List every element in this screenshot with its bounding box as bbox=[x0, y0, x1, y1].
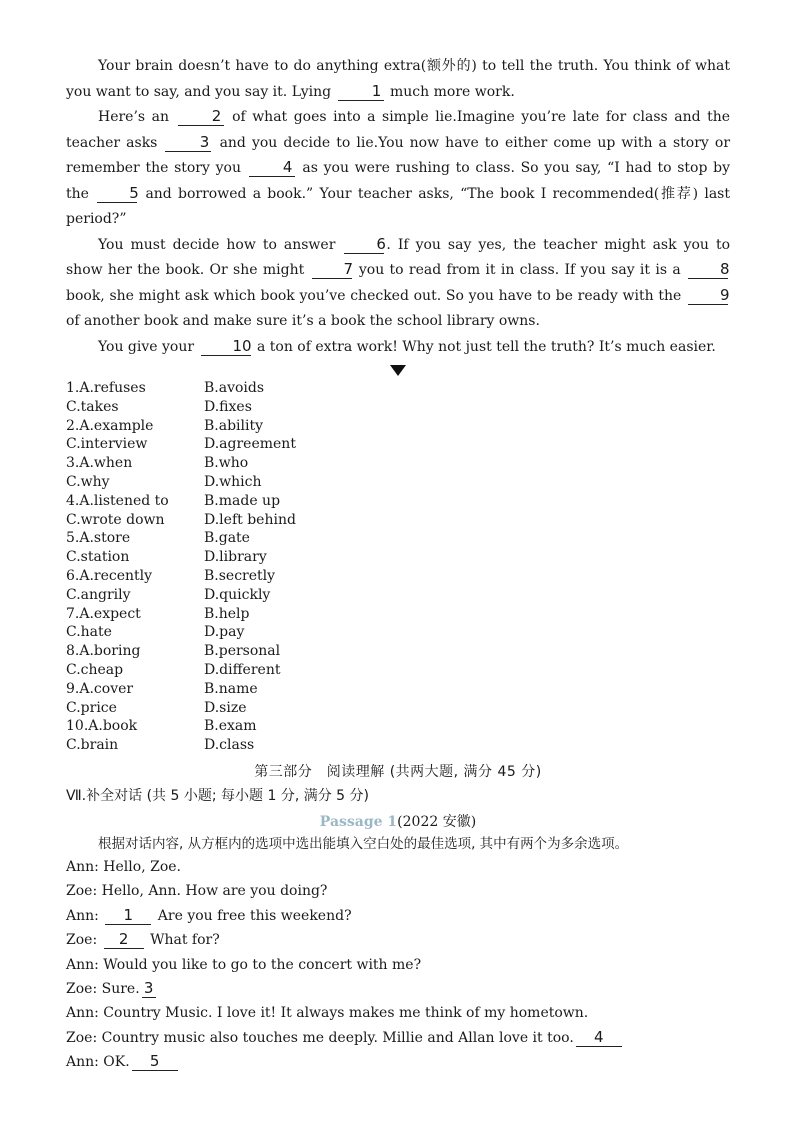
speaker: Ann: bbox=[66, 907, 99, 924]
option-choice[interactable]: B.made up bbox=[204, 492, 281, 509]
blank-2[interactable]: 2 bbox=[178, 108, 224, 126]
passage-text: a ton of extra work! Why not just tell the truth? It’s much easier. bbox=[256, 338, 716, 355]
option-choice[interactable]: C.takes bbox=[66, 398, 119, 415]
option-row bbox=[66, 529, 730, 548]
option-row bbox=[66, 435, 730, 454]
option-row bbox=[66, 699, 730, 718]
option-row bbox=[66, 379, 730, 398]
dialogue-blank-4[interactable]: 4 bbox=[576, 1029, 622, 1047]
blank-7[interactable]: 7 bbox=[312, 261, 352, 279]
part-title: Ⅶ.补全对话 (共 5 小题; 每小题 1 分, 满分 5 分) bbox=[66, 787, 369, 804]
dialogue-blank-1[interactable]: 1 bbox=[105, 907, 151, 925]
option-row bbox=[66, 605, 730, 624]
option-row bbox=[66, 492, 730, 511]
option-choice[interactable]: 3.A.when bbox=[66, 455, 133, 472]
option-choice[interactable]: C.price bbox=[66, 699, 117, 716]
option-choice[interactable]: 9.A.cover bbox=[66, 680, 134, 697]
option-choice[interactable]: C.angrily bbox=[66, 586, 131, 603]
option-choice[interactable]: 4.A.listened to bbox=[66, 492, 169, 509]
option-choice[interactable]: B.help bbox=[204, 605, 250, 622]
speaker: Zoe: bbox=[66, 932, 98, 949]
option-row bbox=[66, 417, 730, 436]
option-row bbox=[66, 623, 730, 642]
option-row bbox=[66, 473, 730, 492]
dialogue-line: Zoe: Hello, Ann. How are you doing? bbox=[66, 883, 328, 900]
dialogue-text: What for? bbox=[150, 932, 220, 949]
passage-source: (2022 安徽) bbox=[397, 813, 477, 830]
option-choice[interactable]: 1.A.refuses bbox=[66, 380, 146, 396]
passage-paragraph-1 bbox=[66, 54, 730, 105]
dialogue-line bbox=[66, 1026, 730, 1050]
dialogue-blank-2[interactable]: 2 bbox=[104, 931, 144, 949]
dialogue-text: Zoe: Country music also touches me deeply. Millie and Allan love it too. bbox=[66, 1029, 574, 1046]
option-row bbox=[66, 454, 730, 473]
blank-1[interactable]: 1 bbox=[338, 83, 384, 101]
option-choice[interactable]: 5.A.store bbox=[66, 530, 131, 547]
option-choice[interactable]: C.wrote down bbox=[66, 511, 165, 528]
option-row bbox=[66, 511, 730, 530]
dialogue-line bbox=[66, 904, 730, 928]
passage-label: Passage 1 bbox=[319, 813, 398, 830]
blank-6[interactable]: 6 bbox=[344, 236, 384, 254]
option-choice[interactable]: D.library bbox=[204, 549, 267, 566]
option-choice[interactable]: 7.A.expect bbox=[66, 605, 141, 622]
blank-8[interactable]: 8 bbox=[688, 261, 728, 279]
option-choice[interactable]: B.avoids bbox=[204, 380, 265, 396]
dialogue-line: Ann: Hello, Zoe. bbox=[66, 858, 181, 875]
option-choice[interactable]: B.exam bbox=[204, 718, 257, 735]
option-choice[interactable]: B.gate bbox=[204, 530, 250, 547]
option-choice[interactable]: C.hate bbox=[66, 624, 112, 641]
blank-10[interactable]: 10 bbox=[201, 338, 251, 356]
blank-4[interactable]: 4 bbox=[249, 159, 295, 177]
section-title: 第三部分 阅读理解 (共两大题, 满分 45 分) bbox=[254, 763, 542, 780]
option-row bbox=[66, 642, 730, 661]
option-choice[interactable]: 6.A.recently bbox=[66, 567, 153, 584]
dialogue-line: Ann: Country Music. I love it! It always makes me think of my hometown. bbox=[66, 1005, 589, 1022]
exam-page bbox=[66, 54, 730, 1075]
passage-text: you to read from it in class. If you say it is a bbox=[358, 262, 681, 278]
passage-text: of another book and make sure it’s a book the school library owns. bbox=[66, 313, 540, 329]
option-choice[interactable]: B.name bbox=[204, 680, 258, 697]
option-row bbox=[66, 717, 730, 736]
dialogue bbox=[66, 855, 730, 1075]
option-choice[interactable]: B.who bbox=[204, 455, 249, 472]
dialogue-line bbox=[66, 1050, 730, 1074]
passage-paragraph-3 bbox=[66, 233, 730, 335]
option-row bbox=[66, 548, 730, 567]
option-row bbox=[66, 398, 730, 417]
dialogue-text: Are you free this weekend? bbox=[157, 907, 352, 924]
option-choice[interactable]: 2.A.example bbox=[66, 417, 154, 434]
option-row bbox=[66, 736, 730, 755]
option-choice[interactable]: D.pay bbox=[204, 624, 245, 641]
option-choice[interactable]: C.brain bbox=[66, 737, 119, 754]
passage-text: and borrowed a book.” Your teacher asks, “The book I recommended(推荐) last period?” bbox=[66, 185, 730, 227]
option-choice[interactable]: B.ability bbox=[204, 417, 264, 434]
option-choice[interactable]: D.class bbox=[204, 737, 255, 754]
option-choice[interactable]: 10.A.book bbox=[66, 718, 138, 735]
blank-5[interactable]: 5 bbox=[97, 185, 137, 203]
passage-heading bbox=[66, 811, 730, 833]
option-choice[interactable]: D.which bbox=[204, 473, 262, 490]
passage-text: and you decide to lie.You now have to either come up with a story or remember the story you bbox=[66, 134, 731, 176]
dialogue-text: Zoe: Sure. bbox=[66, 980, 140, 997]
option-choice[interactable]: D.agreement bbox=[204, 436, 296, 453]
option-choice[interactable]: C.interview bbox=[66, 436, 148, 453]
passage-paragraph-2 bbox=[66, 105, 730, 233]
dialogue-line bbox=[66, 977, 730, 1001]
dialogue-text: Ann: OK. bbox=[66, 1054, 130, 1071]
passage-text: Your brain doesn’t have to do anything extra(额外的) to tell the truth. You think of what you want to say, and you say it. Lying bbox=[66, 58, 730, 100]
option-choice[interactable]: C.station bbox=[66, 549, 130, 566]
passage-text: much more work. bbox=[390, 83, 515, 100]
passage-text: You must decide how to answer bbox=[98, 236, 336, 253]
option-choice[interactable]: D.size bbox=[204, 699, 247, 716]
option-row bbox=[66, 661, 730, 680]
blank-3[interactable]: 3 bbox=[165, 134, 211, 152]
instruction-text: 根据对话内容, 从方框内的选项中选出能填入空白处的最佳选项, 其中有两个为多余选项。 bbox=[98, 835, 629, 852]
option-choice[interactable]: B.personal bbox=[204, 643, 281, 660]
dialogue-blank-3[interactable]: 3 bbox=[142, 980, 156, 998]
down-triangle-icon bbox=[390, 365, 406, 376]
passage-text: . If you say yes, the teacher might ask you to show her the book. Or she might bbox=[66, 236, 731, 278]
option-row bbox=[66, 680, 730, 699]
option-choice[interactable]: D.fixes bbox=[204, 398, 252, 415]
blank-9[interactable]: 9 bbox=[688, 287, 728, 305]
option-choice[interactable]: D.quickly bbox=[204, 586, 271, 603]
option-choice[interactable]: B.secretly bbox=[204, 567, 276, 584]
option-choice[interactable]: C.why bbox=[66, 473, 110, 490]
passage-paragraph-4 bbox=[66, 335, 730, 361]
passage-text: Here’s an bbox=[98, 109, 169, 125]
passage-text: as you were rushing to class. So you say, “I had to stop by the bbox=[66, 160, 731, 202]
passage-text: book, she might ask which book you’ve checked out. So you have to be ready with the bbox=[66, 287, 682, 304]
option-choice[interactable]: 8.A.boring bbox=[66, 643, 141, 660]
passage-text: of what goes into a simple lie.Imagine you’re late for class and the teacher asks bbox=[66, 109, 731, 151]
dialogue-blank-5[interactable]: 5 bbox=[132, 1053, 178, 1071]
option-row bbox=[66, 586, 730, 605]
option-row bbox=[66, 567, 730, 586]
options-list bbox=[66, 379, 730, 755]
option-choice[interactable]: D.different bbox=[204, 661, 281, 678]
dialogue-line: Ann: Would you like to go to the concert with me? bbox=[66, 956, 422, 973]
option-choice[interactable]: C.cheap bbox=[66, 661, 124, 678]
option-choice[interactable]: D.left behind bbox=[204, 511, 296, 528]
dialogue-line bbox=[66, 928, 730, 952]
passage-text: You give your bbox=[98, 338, 195, 355]
